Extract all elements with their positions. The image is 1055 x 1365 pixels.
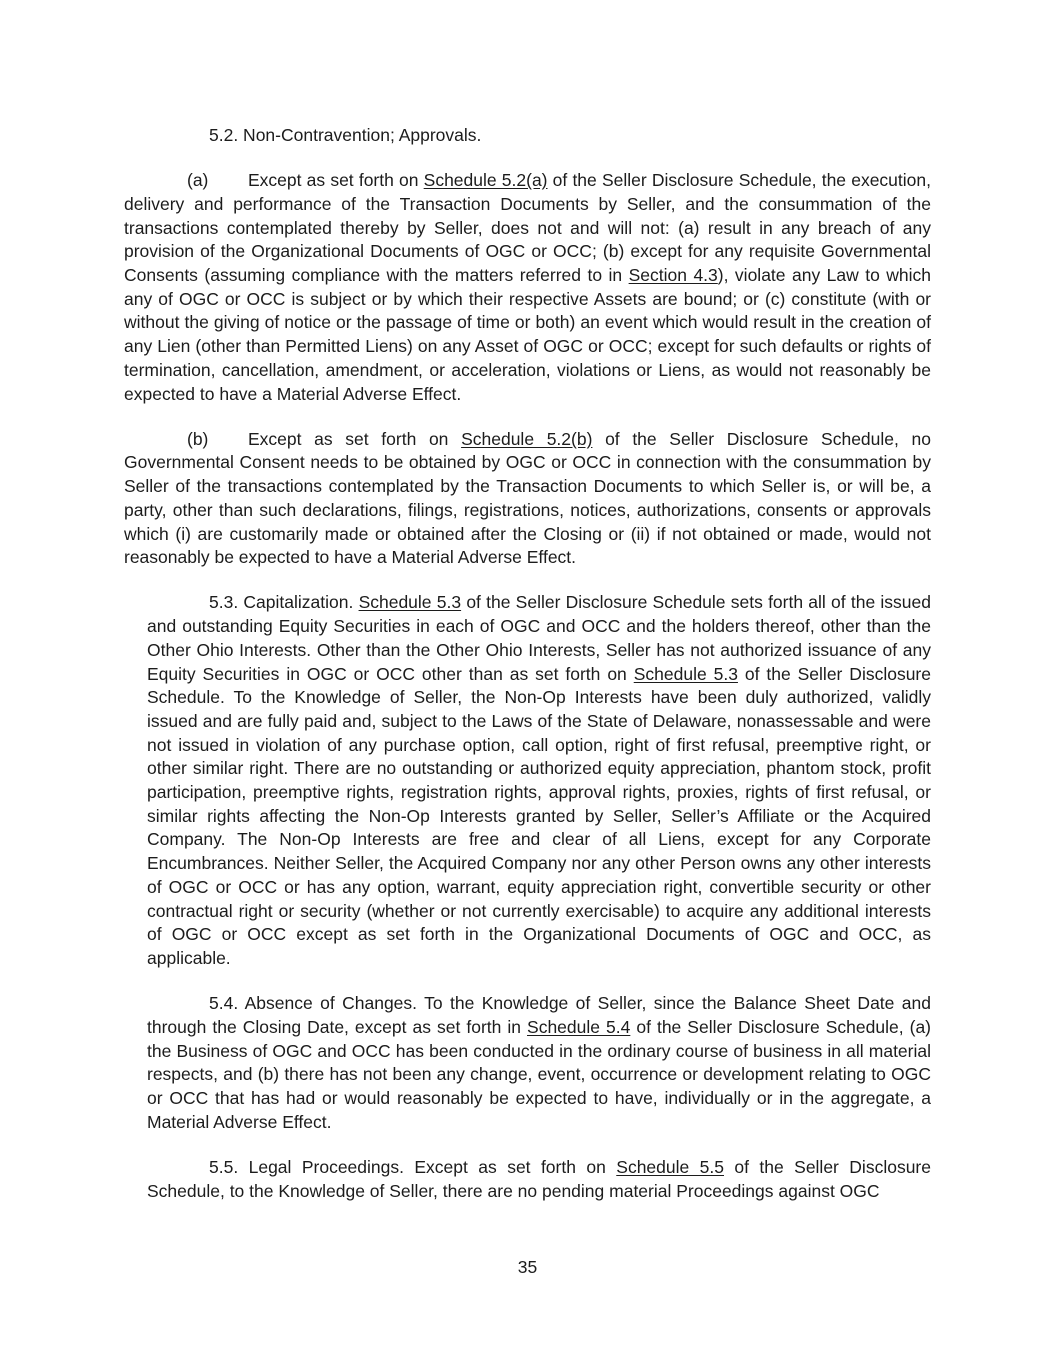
- paragraph-text: Except as set forth on: [248, 428, 462, 449]
- section-heading-5-2: 5.2. Non-Contravention; Approvals.: [209, 125, 482, 145]
- paragraph-text: ), violate any Law to which any of OGC or OCC is subject or by which their respective Assets are bound; or (c) constitute (with or without the giving of notice or the passage of time or both) an event which would result in the creation of any Lien (other than Permitted Liens) on any Asset of OGC or OCC; except for such defaults or rights of termination, cancellation, amendment, or acceleration, violations or Liens, as would not reasonably be expected to have a Material Adverse Effect.: [124, 265, 932, 404]
- schedule-reference: Schedule 5.2(b): [461, 428, 593, 449]
- paragraph-text: 5.5. Legal Proceedings. Except as set forth on: [209, 1156, 617, 1177]
- paragraph-text: of the Seller Disclosure Schedule, the execution, delivery and performance of the Transaction Documents by Seller, and the consummation of the transactions contemplated thereby by Seller, does not and will not: (a) result in any breach of any provision of the Organizational Documents of OGC or OCC; (b) except for any requisite Governmental Consents (assuming compliance with the matters referred to in: [124, 170, 931, 286]
- section-reference: Section 4.3: [628, 265, 718, 286]
- paragraph-5-2-a: [124, 169, 931, 406]
- schedule-reference: Schedule 5.4: [527, 1016, 631, 1037]
- section-5-4-absence-of-changes: [147, 992, 931, 1134]
- paragraph-text: 5.3. Capitalization.: [209, 592, 359, 613]
- paragraph-text: of the Seller Disclosure Schedule. To the Knowledge of Seller, the Non-Op Interests have been duly authorized, validly issued and are fully paid and, subject to the Laws of the State of Delaware, nonassessable and were not issued in violation of any purchase option, call option, right of first refusal, preemptive right, or other similar right. There are no outstanding or authorized equity appreciation, phantom stock, profit participation, preemptive rights, registration rights, approval rights, proxies, rights of first refusal, or similar rights affecting the Non-Op Interests granted by Seller, Seller’s Affiliate or the Acquired Company. The Non-Op Interests are free and clear of all Liens, except for any Corporate Encumbrances. Neither Seller, the Acquired Company nor any other Person owns any other interests of OGC or OCC or has any option, warrant, equity appreciation right, convertible security or other contractual right or security (whether or not currently exercisable) to acquire any additional interests of OGC or OCC except as set forth in the Organizational Documents of OGC and OCC, as applicable.: [147, 663, 931, 968]
- section-5-5-legal-proceedings: [147, 1156, 931, 1203]
- page-number: 35: [517, 1257, 538, 1277]
- paragraph-text: of the Seller Disclosure Schedule, (a) the Business of OGC and OCC has been conducted in the ordinary course of business in all material respects, and (b) there has not been any change, event, occurrence or development relating to OGC or OCC that has had or would reasonably be expected to have, individually or in the aggregate, a Material Adverse Effect.: [147, 1016, 932, 1132]
- paragraph-text: 5.4. Absence of Changes. To the Knowledge of Seller, since the Balance Sheet Date and through the Closing Date, except as set forth in: [147, 993, 931, 1037]
- paragraph-text: of the Seller Disclosure Schedule, to the Knowledge of Seller, there are no pending material Proceedings against OGC: [147, 1156, 931, 1201]
- paragraph-label: (a): [187, 170, 209, 191]
- schedule-reference: Schedule 5.3: [358, 592, 462, 613]
- paragraph-text: of the Seller Disclosure Schedule, no Governmental Consent needs to be obtained by OGC or OCC in connection with the consummation by Seller of the transactions contemplated by the Transaction Documents to which Seller is, or will be, a party, other than such declarations, filings, registrations, notices, authorizations, consents or approvals which (i) are customarily made or obtained after the Closing or (ii) if not obtained or made, would not reasonably be expected to have a Material Adverse Effect.: [124, 428, 931, 568]
- paragraph-5-2-b: [124, 428, 931, 570]
- section-5-3-capitalization: [147, 591, 931, 970]
- paragraph-text: of the Seller Disclosure Schedule sets forth all of the issued and outstanding Equity Securities in each of OGC and OCC and the holders thereof, other than the Other Ohio Interests. Other than the Other Ohio Interests, Seller has not authorized issuance of any Equity Securities in OGC or OCC other than as set forth on: [147, 592, 931, 684]
- paragraph-text: Except as set forth on: [248, 170, 424, 191]
- schedule-reference: Schedule 5.3: [633, 663, 738, 684]
- document-body: [124, 124, 931, 1225]
- schedule-reference: Schedule 5.5: [616, 1156, 724, 1177]
- paragraph-label: (b): [187, 428, 209, 449]
- schedule-reference: Schedule 5.2(a): [423, 170, 548, 191]
